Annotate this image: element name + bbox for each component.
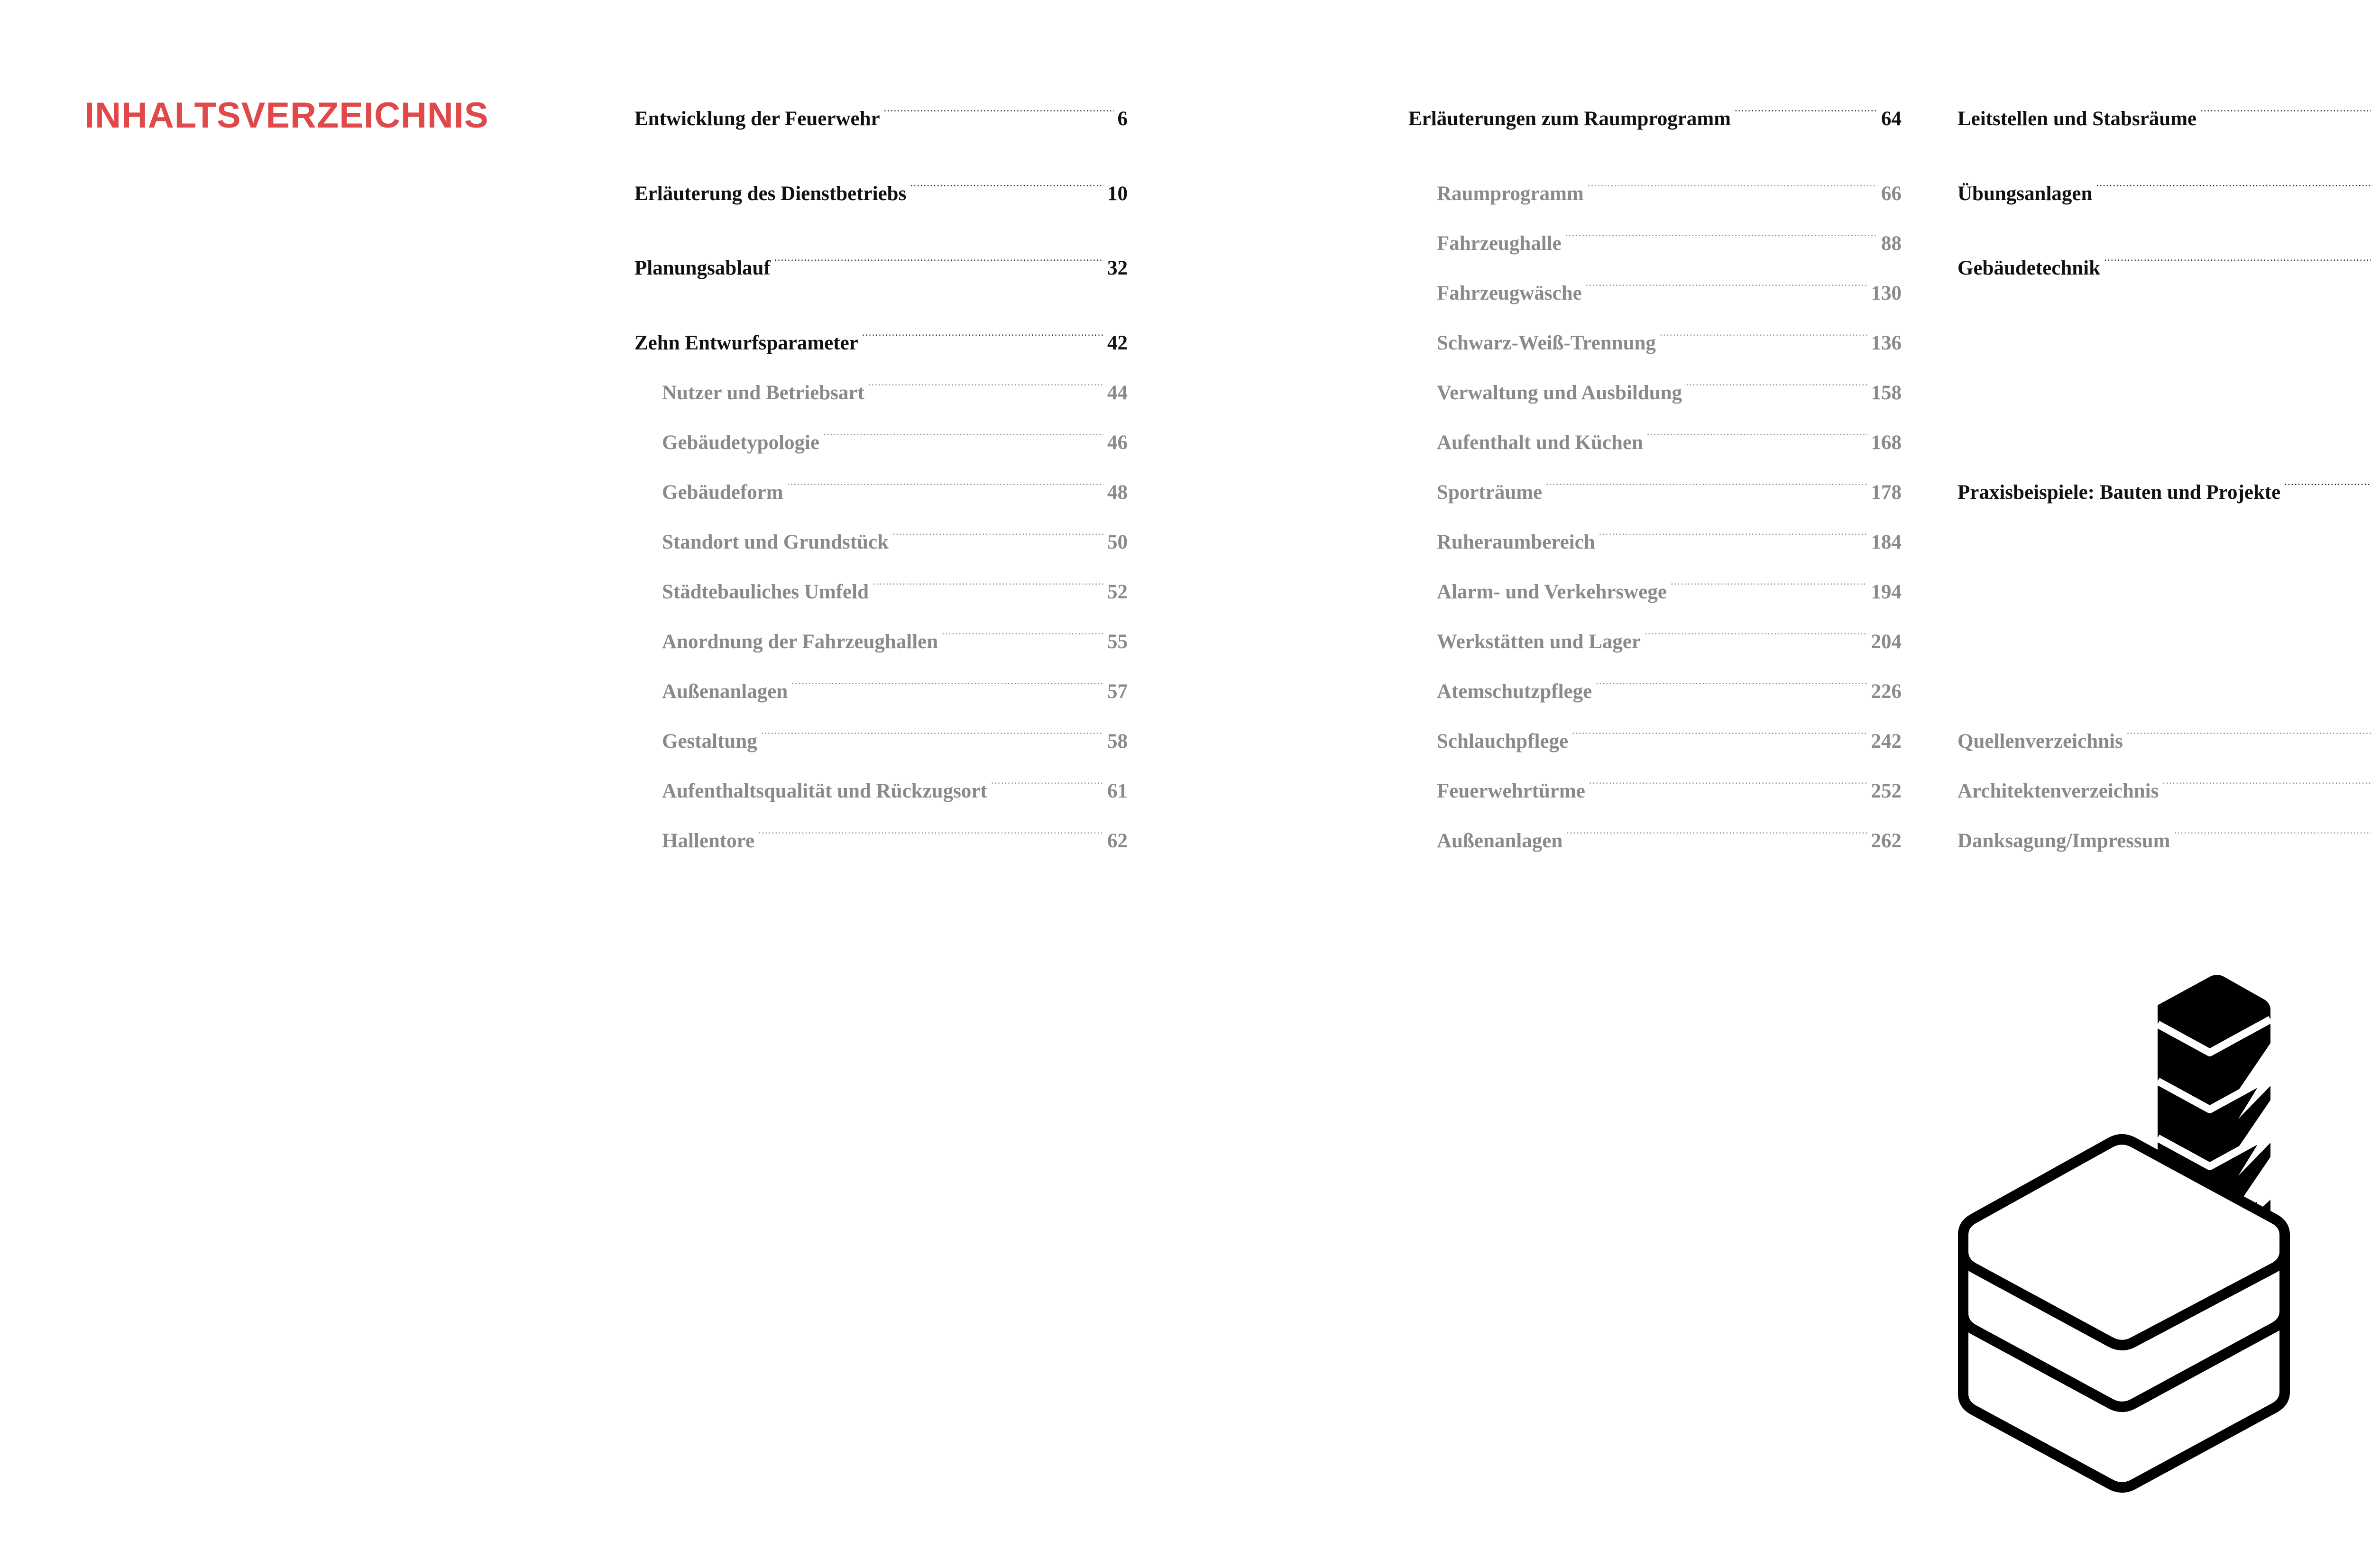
toc-entry-page: 168 bbox=[1871, 431, 1902, 454]
toc-entry-title: Übungsanlagen bbox=[1957, 183, 2093, 205]
toc-entry[interactable] bbox=[662, 474, 1128, 505]
toc-entry[interactable] bbox=[662, 524, 1128, 555]
toc-entry-title: Feuerwehrtürme bbox=[1437, 780, 1585, 802]
toc-entry-title: Planungsablauf bbox=[634, 257, 771, 279]
toc-entry[interactable] bbox=[1437, 375, 1902, 405]
toc-entry-title: Außenanlagen bbox=[662, 680, 788, 703]
toc-entry-page: 32 bbox=[1107, 257, 1128, 279]
toc-entry-page: 46 bbox=[1107, 431, 1128, 454]
toc-entry-page: 50 bbox=[1107, 531, 1128, 553]
toc-entry-title: Aufenthalt und Küchen bbox=[1437, 431, 1643, 454]
toc-entry[interactable] bbox=[1957, 723, 2371, 754]
toc-entry[interactable] bbox=[1437, 823, 1902, 853]
toc-entry-page: 226 bbox=[1871, 680, 1902, 703]
toc-entry-page: 242 bbox=[1871, 730, 1902, 752]
toc-entry-title: Schwarz-Weiß-Trennung bbox=[1437, 332, 1656, 354]
isometric-building-tower-icon bbox=[1954, 963, 2295, 1498]
toc-entry[interactable] bbox=[662, 424, 1128, 455]
toc-entry-page: 42 bbox=[1107, 332, 1128, 354]
toc-entry-title: Fahrzeughalle bbox=[1437, 232, 1562, 255]
toc-entry-title: Anordnung der Fahrzeughallen bbox=[662, 631, 938, 653]
toc-entry-title: Sporträume bbox=[1437, 481, 1543, 504]
toc-entry-title: Ruheraumbereich bbox=[1437, 531, 1595, 553]
toc-entry-page: 61 bbox=[1107, 780, 1128, 802]
toc-entry[interactable] bbox=[1957, 773, 2371, 804]
toc-entry-page: 158 bbox=[1871, 382, 1902, 404]
toc-entry-title: Gebäudeform bbox=[662, 481, 783, 504]
toc-entry[interactable] bbox=[1957, 823, 2371, 853]
toc-entry[interactable] bbox=[1957, 474, 2371, 505]
toc-entry-title: Erläuterung des Dienstbetriebs bbox=[634, 183, 907, 205]
toc-entry-title: Leitstellen und Stabsräume bbox=[1957, 108, 2197, 130]
toc-entry[interactable] bbox=[662, 574, 1128, 605]
toc-entry[interactable] bbox=[1437, 474, 1902, 505]
toc-entry-page: 204 bbox=[1871, 631, 1902, 653]
toc-entry-title: Fahrzeugwäsche bbox=[1437, 282, 1582, 304]
toc-entry-title: Erläuterungen zum Raumprogramm bbox=[1408, 108, 1731, 130]
toc-entry[interactable] bbox=[1437, 275, 1902, 306]
toc-entry[interactable] bbox=[662, 624, 1128, 654]
toc-entry[interactable] bbox=[1437, 524, 1902, 555]
toc-entry-title: Hallentore bbox=[662, 830, 755, 852]
toc-entry-page: 62 bbox=[1107, 830, 1128, 852]
toc-entry-page: 66 bbox=[1881, 183, 1902, 205]
toc-entry-title: Gestaltung bbox=[662, 730, 757, 752]
toc-entry-title: Werkstätten und Lager bbox=[1437, 631, 1641, 653]
toc-entry[interactable] bbox=[662, 823, 1128, 853]
toc-entry-title: Danksagung/Impressum bbox=[1957, 830, 2170, 852]
toc-entry-title: Standort und Grundstück bbox=[662, 531, 889, 553]
toc-entry[interactable] bbox=[1437, 424, 1902, 455]
toc-entry-title: Gebäudetechnik bbox=[1957, 257, 2101, 279]
toc-entry[interactable] bbox=[1437, 175, 1902, 206]
toc-entry[interactable] bbox=[1437, 574, 1902, 605]
toc-entry-page: 136 bbox=[1871, 332, 1902, 354]
toc-entry[interactable] bbox=[662, 723, 1128, 754]
toc-entry-page: 57 bbox=[1107, 680, 1128, 703]
toc-entry[interactable] bbox=[662, 673, 1128, 704]
toc-entry-page: 58 bbox=[1107, 730, 1128, 752]
toc-entry[interactable] bbox=[662, 773, 1128, 804]
page-title: INHALTSVERZEICHNIS bbox=[84, 95, 489, 136]
toc-entry-page: 44 bbox=[1107, 382, 1128, 404]
toc-entry[interactable] bbox=[1437, 673, 1902, 704]
toc-entry[interactable] bbox=[634, 175, 1128, 206]
toc-entry-page: 178 bbox=[1871, 481, 1902, 504]
toc-entry-title: Schlauchpflege bbox=[1437, 730, 1569, 752]
toc-entry[interactable] bbox=[1437, 325, 1902, 356]
toc-entry[interactable] bbox=[1437, 773, 1902, 804]
toc-entry-page: 252 bbox=[1871, 780, 1902, 802]
toc-entry[interactable] bbox=[1437, 624, 1902, 654]
toc-entry-page: 88 bbox=[1881, 232, 1902, 255]
toc-entry[interactable] bbox=[1437, 225, 1902, 256]
toc-entry-title: Atemschutzpflege bbox=[1437, 680, 1592, 703]
toc-entry-page: 130 bbox=[1871, 282, 1902, 304]
toc-entry[interactable] bbox=[1408, 101, 1902, 131]
toc-entry-title: Städtebauliches Umfeld bbox=[662, 581, 869, 603]
toc-entry-page: 194 bbox=[1871, 581, 1902, 603]
toc-entry-title: Quellenverzeichnis bbox=[1957, 730, 2123, 752]
toc-entry-title: Gebäudetypologie bbox=[662, 431, 820, 454]
toc-entry[interactable] bbox=[1957, 101, 2371, 131]
toc-entry[interactable] bbox=[634, 101, 1128, 131]
toc-entry-title: Verwaltung und Ausbildung bbox=[1437, 382, 1682, 404]
toc-entry-title: Aufenthaltsqualität und Rückzugsort bbox=[662, 780, 987, 802]
toc-entry[interactable] bbox=[634, 250, 1128, 281]
toc-entry-title: Nutzer und Betriebsart bbox=[662, 382, 864, 404]
toc-entry[interactable] bbox=[1957, 175, 2371, 206]
toc-entry-page: 52 bbox=[1107, 581, 1128, 603]
toc-entry-page: 10 bbox=[1107, 183, 1128, 205]
toc-entry[interactable] bbox=[662, 375, 1128, 405]
toc-entry-page: 6 bbox=[1117, 108, 1128, 130]
toc-entry-title: Raumprogramm bbox=[1437, 183, 1584, 205]
toc-entry-title: Entwicklung der Feuerwehr bbox=[634, 108, 880, 130]
toc-entry-title: Zehn Entwurfsparameter bbox=[634, 332, 858, 354]
toc-entry[interactable] bbox=[634, 325, 1128, 356]
toc-entry[interactable] bbox=[1437, 723, 1902, 754]
toc-entry-title: Praxisbeispiele: Bauten und Projekte bbox=[1957, 481, 2281, 504]
toc-entry-page: 48 bbox=[1107, 481, 1128, 504]
toc-entry-title: Architektenverzeichnis bbox=[1957, 780, 2159, 802]
toc-entry-title: Außenanlagen bbox=[1437, 830, 1563, 852]
toc-entry-page: 64 bbox=[1881, 108, 1902, 130]
toc-entry-page: 184 bbox=[1871, 531, 1902, 553]
toc-entry-title: Alarm- und Verkehrswege bbox=[1437, 581, 1667, 603]
toc-entry-page: 262 bbox=[1871, 830, 1902, 852]
toc-entry[interactable] bbox=[1957, 250, 2371, 281]
toc-entry-page: 55 bbox=[1107, 631, 1128, 653]
